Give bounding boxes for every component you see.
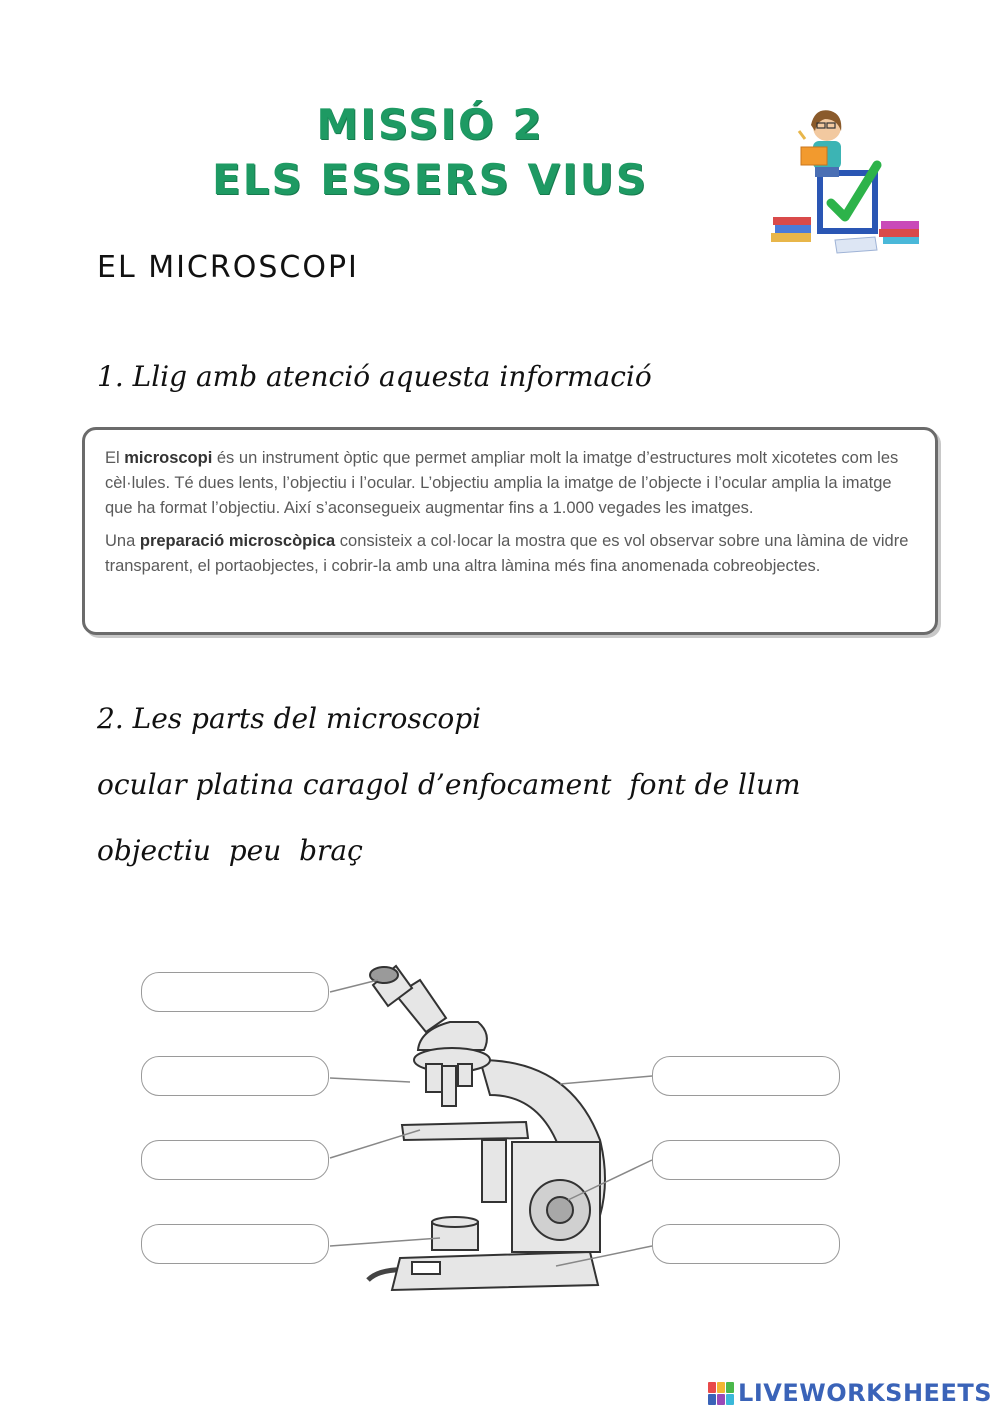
info-paragraph-2-prefix: Una — [105, 532, 140, 550]
info-paragraph-2 — [105, 529, 915, 579]
word-bank-line-1: ocular platina caragol d’enfocament font de llum — [97, 768, 801, 801]
footer-brand-text: LIVEWORKSHEETS — [738, 1379, 992, 1407]
question-2-label: 2. Les parts del microscopi — [97, 702, 482, 735]
answer-box-left-4[interactable] — [141, 1224, 329, 1264]
section-subtitle: EL MICROSCOPI — [97, 250, 359, 285]
title-line-2: ELS ESSERS VIUS — [211, 155, 648, 204]
question-1-label: 1. Llig amb atenció aquesta informació — [97, 360, 652, 393]
footer-brand — [708, 1378, 992, 1408]
answer-box-right-3[interactable] — [652, 1224, 840, 1264]
info-paragraph-2-bold: preparació microscòpica — [139, 532, 336, 550]
teacher-checkmark-icon — [765, 105, 925, 255]
liveworksheets-logo-icon — [708, 1382, 734, 1405]
answer-box-left-3[interactable] — [141, 1140, 329, 1180]
info-box — [82, 427, 938, 635]
answer-box-right-1[interactable] — [652, 1056, 840, 1096]
title-line-1: MISSIÓ 2 — [316, 100, 544, 149]
answer-box-right-2[interactable] — [652, 1140, 840, 1180]
word-bank-line-2: objectiu peu braç — [97, 834, 363, 867]
answer-box-left-1[interactable] — [141, 972, 329, 1012]
info-paragraph-1-text: és un instrument òptic que permet ampliar molt la imatge d’estructures molt xicotetes com les cèl·lules. Té dues lents, l’objectiu i l’ocular. L’objectiu amplia la imatge de l’objecte i l’ocular amplia la imatge que ha format l’objectiu. Així s’aconsegueix augmentar fins a 1.000 vegades les imatges. — [105, 449, 899, 517]
info-paragraph-1-prefix: El — [105, 449, 125, 467]
info-paragraph-1 — [105, 446, 915, 521]
answer-box-left-2[interactable] — [141, 1056, 329, 1096]
info-paragraph-2-text: consisteix a col·locar la mostra que es vol observar sobre una làmina de vidre transparent, el portaobjectes, i cobrir-la amb una altra làmina més fina anomenada cobreobjectes. — [105, 532, 909, 575]
info-paragraph-1-bold: microscopi — [124, 449, 213, 467]
